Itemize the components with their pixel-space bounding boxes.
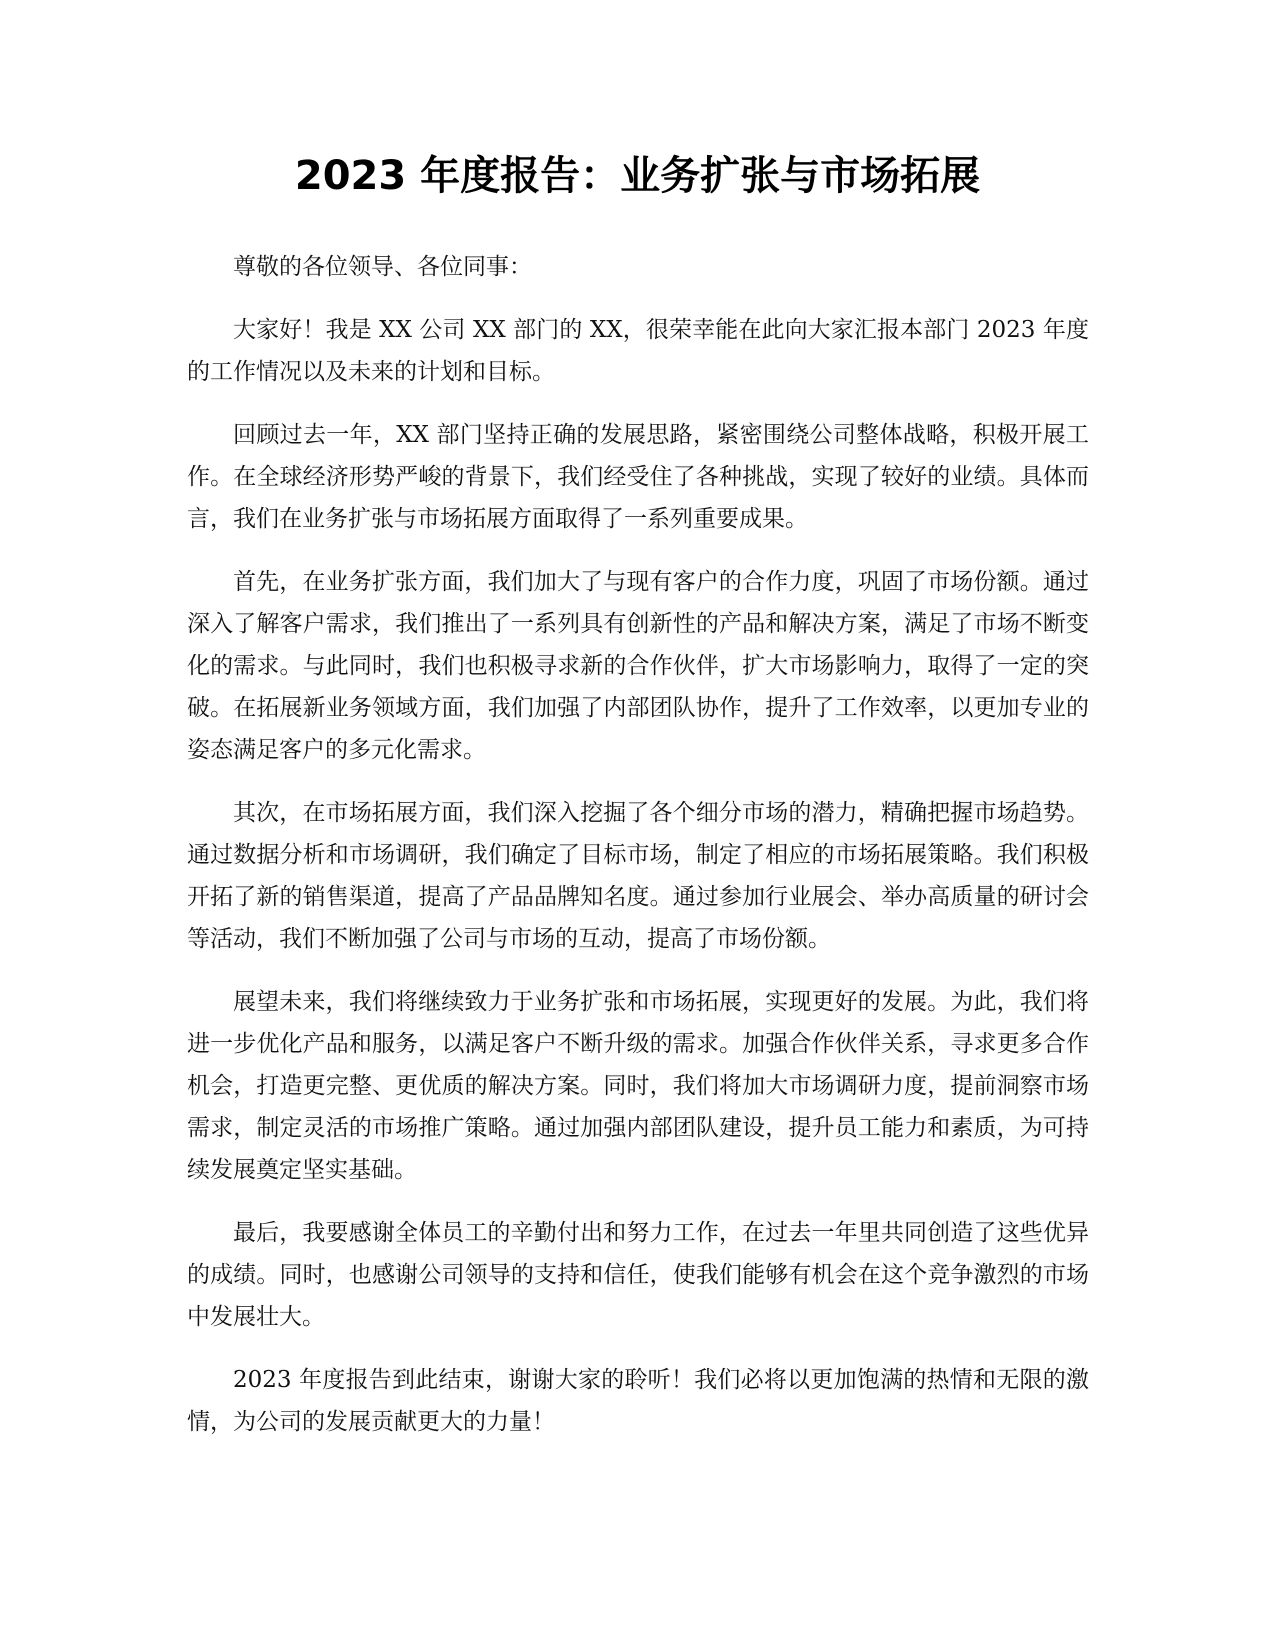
paragraph-greeting: 大家好！我是 XX 公司 XX 部门的 XX，很荣幸能在此向大家汇报本部门 2023 年度的工作情况以及未来的计划和目标。	[187, 317, 1089, 385]
document-title: 2023 年度报告：业务扩张与市场拓展	[294, 153, 981, 199]
paragraph-closing: 2023 年度报告到此结束，谢谢大家的聆听！我们必将以更加饱满的热情和无限的激情，为公司的发展贡献更大的力量！	[187, 1367, 1089, 1435]
paragraph-business-expansion: 首先，在业务扩张方面，我们加大了与现有客户的合作力度，巩固了市场份额。通过深入了解客户需求，我们推出了一系列具有创新性的产品和解决方案，满足了市场不断变化的需求。与此同时，我们也积极寻求新的合作伙伴，扩大市场影响力，取得了一定的突破。在拓展新业务领域方面，我们加强了内部团队协作，提升了工作效率，以更加专业的姿态满足客户的多元化需求。	[187, 569, 1089, 763]
paragraph-market-expansion: 其次，在市场拓展方面，我们深入挖掘了各个细分市场的潜力，精确把握市场趋势。通过数据分析和市场调研，我们确定了目标市场，制定了相应的市场拓展策略。我们积极开拓了新的销售渠道，提高了产品品牌知名度。通过参加行业展会、举办高质量的研讨会等活动，我们不断加强了公司与市场的互动，提高了市场份额。	[187, 800, 1089, 952]
paragraph-salutation: 尊敬的各位领导、各位同事：	[233, 254, 532, 280]
paragraph-outlook: 展望未来，我们将继续致力于业务扩张和市场拓展，实现更好的发展。为此，我们将进一步优化产品和服务，以满足客户不断升级的需求。加强合作伙伴关系，寻求更多合作机会，打造更完整、更优质的解决方案。同时，我们将加大市场调研力度，提前洞察市场需求，制定灵活的市场推广策略。通过加强内部团队建设，提升员工能力和素质，为可持续发展奠定坚实基础。	[187, 989, 1089, 1183]
paragraph-thanks: 最后，我要感谢全体员工的辛勤付出和努力工作，在过去一年里共同创造了这些优异的成绩。同时，也感谢公司领导的支持和信任，使我们能够有机会在这个竞争激烈的市场中发展壮大。	[187, 1220, 1089, 1330]
document-body	[187, 246, 1089, 1464]
paragraph-review: 回顾过去一年，XX 部门坚持正确的发展思路，紧密围绕公司整体战略，积极开展工作。在全球经济形势严峻的背景下，我们经受住了各种挑战，实现了较好的业绩。具体而言，我们在业务扩张与市场拓展方面取得了一系列重要成果。	[187, 422, 1089, 532]
